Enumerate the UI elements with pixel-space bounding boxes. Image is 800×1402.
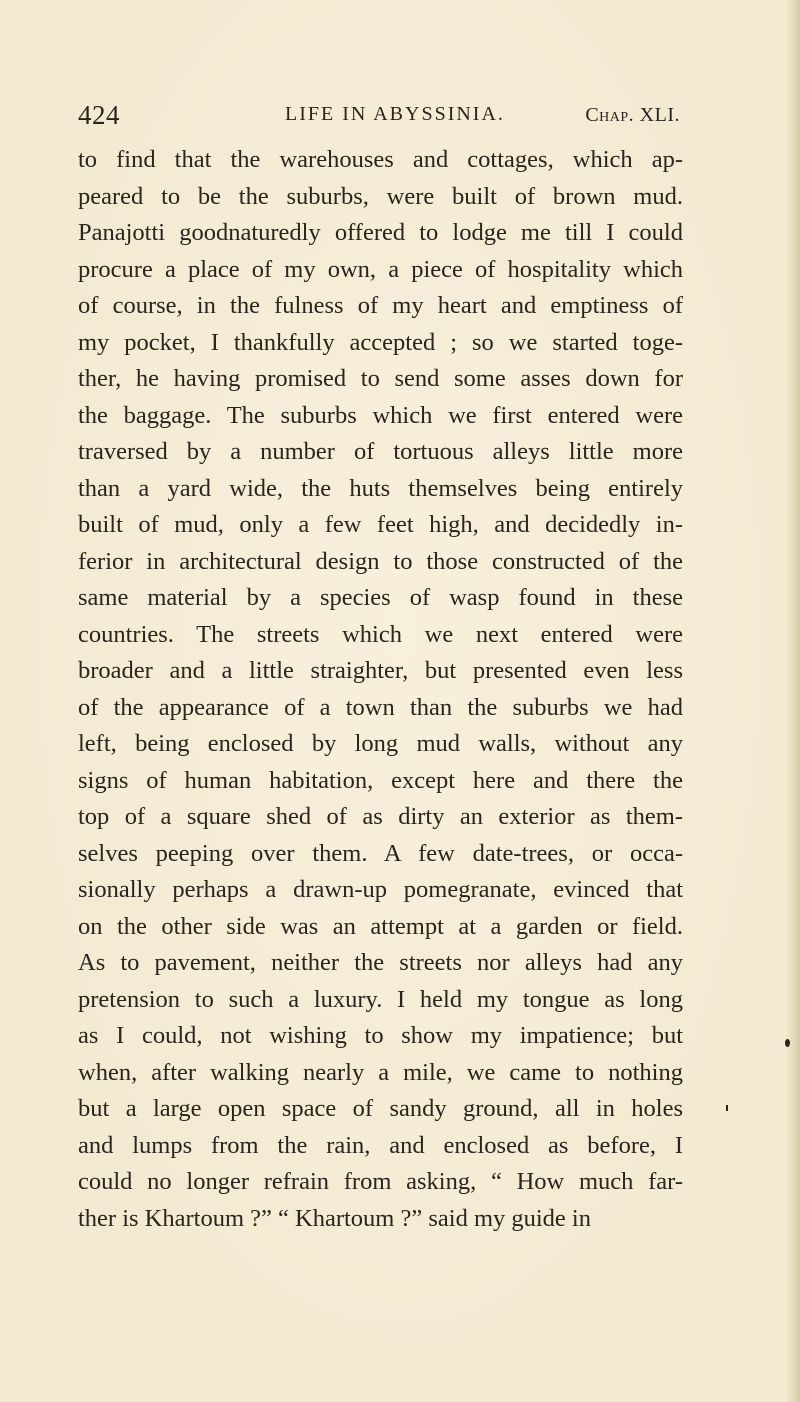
text-line: of course, in the fulness of my heart and emptiness of (78, 292, 683, 319)
running-head-title: LIFE IN ABYSSINIA. (285, 103, 505, 125)
running-head (78, 100, 680, 134)
stray-ink-tick (726, 1105, 728, 1111)
text-line: top of a square shed of as dirty an exterior as them- (78, 803, 683, 830)
text-line: as I could, not wishing to show my impatience; but (78, 1022, 683, 1049)
text-line: and lumps from the rain, and enclosed as before, I (78, 1131, 683, 1159)
page-number: 424 (78, 100, 120, 130)
text-line: ther is Khartoum ?” “ Khartoum ?” said my guide in (78, 1204, 591, 1232)
margin-ink-mark (785, 1039, 790, 1047)
page-edge-shadow (786, 0, 800, 1402)
text-line: selves peeping over them. A few date-trees, or occa- (78, 839, 683, 867)
text-line: could no longer refrain from asking, “ How much far- (78, 1168, 683, 1195)
text-line: built of mud, only a few feet high, and decidedly in- (78, 511, 683, 538)
text-line: same material by a species of wasp found in these (78, 584, 683, 611)
text-line: broader and a little straighter, but presented even less (78, 657, 683, 684)
text-line: As to pavement, neither the streets nor alleys had any (78, 949, 683, 976)
text-line: but a large open space of sandy ground, all in holes (78, 1095, 683, 1122)
text-line: left, being enclosed by long mud walls, without any (78, 730, 683, 757)
text-line: peared to be the suburbs, were built of brown mud. (78, 182, 683, 210)
text-line: signs of human habitation, except here and there the (78, 766, 683, 794)
text-line: ther, he having promised to send some asses down for (78, 365, 683, 392)
body-text (78, 142, 683, 1237)
text-line: the baggage. The suburbs which we first entered were (78, 401, 683, 429)
text-line: my pocket, I thankfully accepted ; so we started toge- (78, 328, 683, 356)
text-line: when, after walking nearly a mile, we came to nothing (78, 1058, 683, 1086)
text-line: of the appearance of a town than the suburbs we had (78, 693, 683, 721)
text-line: countries. The streets which we next entered were (78, 620, 683, 648)
text-line: traversed by a number of tortuous alleys little more (78, 438, 683, 465)
chapter-label: Chap. XLI. (585, 104, 680, 126)
text-line: than a yard wide, the huts themselves being entirely (78, 474, 683, 502)
text-line: procure a place of my own, a piece of hospitality which (78, 255, 683, 283)
text-line: to find that the warehouses and cottages, which ap- (78, 146, 683, 173)
text-line: Panajotti goodnaturedly offered to lodge me till I could (78, 219, 683, 246)
text-line: ferior in architectural design to those constructed of the (78, 547, 683, 575)
text-line: on the other side was an attempt at a garden or field. (78, 912, 683, 940)
text-line: pretension to such a luxury. I held my tongue as long (78, 985, 683, 1013)
text-line: sionally perhaps a drawn-up pomegranate, evinced that (78, 876, 683, 903)
